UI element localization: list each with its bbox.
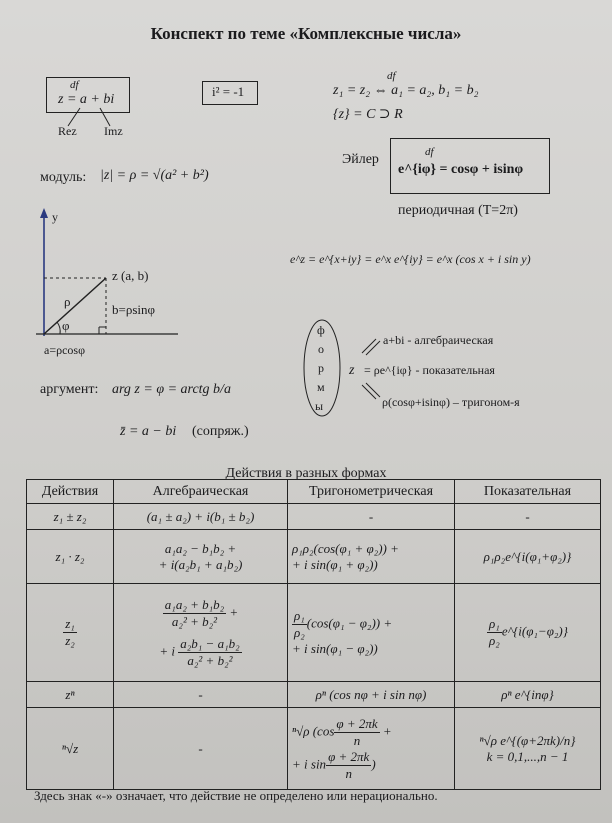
- op-num: z₁: [65, 616, 75, 631]
- op-cell: z₁ ± z₂: [27, 504, 114, 530]
- exp-fraction: [487, 616, 502, 649]
- footnote: Здесь знак «-» означает, что действие не определено или нерационально.: [34, 788, 438, 803]
- alg-den: a₂² + b₂²: [171, 613, 218, 629]
- algebraic-form-formula: z = a + bi: [58, 92, 115, 107]
- table-row: [27, 708, 601, 790]
- op-cell: zⁿ: [27, 682, 114, 708]
- alg-num: a₁a₂ + b₁b₂: [164, 596, 225, 612]
- exp-cell: -: [455, 504, 601, 530]
- trig-line: ρ₁ρ₂(cos(φ₁ + φ₂)) +: [292, 540, 399, 556]
- op-cell: ⁿ√z: [27, 708, 114, 790]
- exp-formula: e^z = e^{x+iy} = e^x e^{iy} = e^x (cos x + i sin y): [290, 252, 531, 266]
- argument-formula: arg z = φ = arctg b/a: [112, 382, 231, 397]
- page-title: Конспект по теме «Комплексные числа»: [150, 24, 462, 43]
- alg-cell: -: [114, 708, 288, 790]
- argument-label: аргумент:: [40, 382, 99, 397]
- trig-num: φ + 2πk: [336, 715, 378, 731]
- plot-b-label: b=ρsinφ: [112, 302, 155, 317]
- table-header-row: [27, 480, 601, 504]
- header-algebraic: Алгебраическая: [114, 480, 288, 504]
- forms-exponential: = ρe^{iφ} - показательная: [364, 363, 495, 377]
- trig-num: ρ₁: [294, 608, 305, 623]
- op-cell: z₁ · z₂: [27, 530, 114, 584]
- alg-i: + i: [159, 642, 176, 658]
- exp-line: ⁿ√ρ e^{(φ+2πk)/n}: [479, 732, 576, 748]
- alg-cell: -: [114, 682, 288, 708]
- trig-sin: + i sin: [292, 755, 327, 771]
- trig-line: + i sin(φ₁ + φ₂)): [292, 556, 378, 572]
- forms-letter-5: ы: [315, 399, 324, 413]
- alg-fraction: [163, 597, 226, 630]
- trig-den: ρ₂: [294, 625, 305, 640]
- forms-letter-2: о: [318, 342, 324, 356]
- exp-den: ρ₂: [489, 633, 500, 648]
- exp-cell: [455, 584, 601, 682]
- forms-algebraic: a+bi - алгебраическая: [383, 333, 494, 347]
- conjugate-formula: z̄ = a − bi: [120, 424, 177, 439]
- exp-power: e^{i(φ₁−φ₂)}: [501, 623, 568, 639]
- trig-den: n: [353, 732, 361, 748]
- modulus-label: модуль:: [40, 170, 87, 185]
- forms-letter-4: м: [317, 380, 325, 394]
- trig-fraction: [292, 608, 307, 641]
- trig-cell: [288, 530, 455, 584]
- table-caption: Действия в разных формах: [225, 466, 387, 481]
- trig-den: n: [345, 765, 352, 781]
- complex-plane-plot: [30, 208, 180, 348]
- plot-y-label: y: [52, 210, 58, 224]
- table-row: [27, 504, 601, 530]
- trig-line: + i sin(φ₁ − φ₂)): [292, 641, 378, 656]
- alg-cell: (a₁ ± a₂) + i(b₁ ± b₂): [114, 504, 288, 530]
- euler-df: df: [425, 146, 434, 158]
- alg-den: a₂² + b₂²: [187, 652, 233, 668]
- alg-cell: [114, 530, 288, 584]
- re-label: Rez: [58, 124, 77, 138]
- forms-z: z: [349, 363, 355, 378]
- y-axis-arrow: [40, 208, 48, 218]
- equality-df: df: [387, 70, 396, 82]
- forms-trig: ρ(cosφ+isinφ) – тригоном-я: [382, 395, 520, 409]
- alg-plus: +: [229, 603, 239, 619]
- table-row: [27, 584, 601, 682]
- trig-cell: [288, 584, 455, 682]
- op-fraction: [63, 616, 77, 649]
- exp-cell: ρ₁ρ₂e^{i(φ₁+φ₂)}: [455, 530, 601, 584]
- alg-num: a₂b₁ − a₁b₂: [180, 635, 240, 651]
- plot-rho: ρ: [64, 294, 71, 309]
- trig-num: φ + 2πk: [328, 748, 370, 764]
- alg-line: + i(a₂b₁ + a₁b₂): [158, 556, 243, 572]
- trig-plus: +: [382, 722, 392, 738]
- i-squared: i² = -1: [212, 84, 245, 99]
- equality-line2: {z} = C ⊃ R: [333, 107, 403, 122]
- alg-line: a₁a₂ − b₁b₂ +: [164, 540, 237, 556]
- modulus-formula: |z| = ρ = √(a² + b²): [100, 168, 209, 183]
- trig-root: ⁿ√ρ (cos: [292, 722, 335, 738]
- header-exponential: Показательная: [455, 480, 601, 504]
- trig-fraction: [326, 749, 371, 782]
- op-den: z₂: [65, 633, 75, 648]
- plot-point-label: z (a, b): [112, 268, 149, 283]
- trig-cell: -: [288, 504, 455, 530]
- header-actions: Действия: [27, 480, 114, 504]
- trig-cell: [288, 708, 455, 790]
- exp-cell: [455, 708, 601, 790]
- radius-line: [44, 278, 106, 334]
- exp-line: k = 0,1,...,n − 1: [486, 748, 569, 764]
- exp-num: ρ₁: [489, 616, 500, 631]
- plot-phi: φ: [62, 318, 70, 333]
- trig-fraction: [334, 716, 379, 749]
- forms-letter-1: ф: [317, 323, 325, 337]
- plot-a-label: a=ρcosφ: [44, 343, 86, 357]
- op-cell: [27, 584, 114, 682]
- table-row: [27, 682, 601, 708]
- forms-letter-3: р: [318, 361, 324, 375]
- header-trig: Тригонометрическая: [288, 480, 455, 504]
- euler-formula: e^{iφ} = cosφ + isinφ: [398, 162, 524, 177]
- alg-fraction: [178, 636, 241, 669]
- exp-cell: ρⁿ e^{inφ}: [455, 682, 601, 708]
- df-label: df: [70, 79, 79, 91]
- im-label: Imz: [104, 124, 123, 138]
- trig-cell: ρⁿ (cos nφ + i sin nφ): [288, 682, 455, 708]
- trig-line: (cos(φ₁ − φ₂)) +: [306, 615, 393, 631]
- conjugate-note: (сопряж.): [192, 424, 249, 439]
- euler-periodic: периодичная (T=2π): [398, 203, 518, 218]
- trig-close: ): [371, 755, 376, 771]
- alg-cell: [114, 584, 288, 682]
- euler-label: Эйлер: [342, 152, 379, 167]
- operations-table: [26, 479, 601, 790]
- equality-line1: z₁ = z₂ ⇔ a₁ = a₂, b₁ = b₂: [333, 83, 479, 98]
- table-row: [27, 530, 601, 584]
